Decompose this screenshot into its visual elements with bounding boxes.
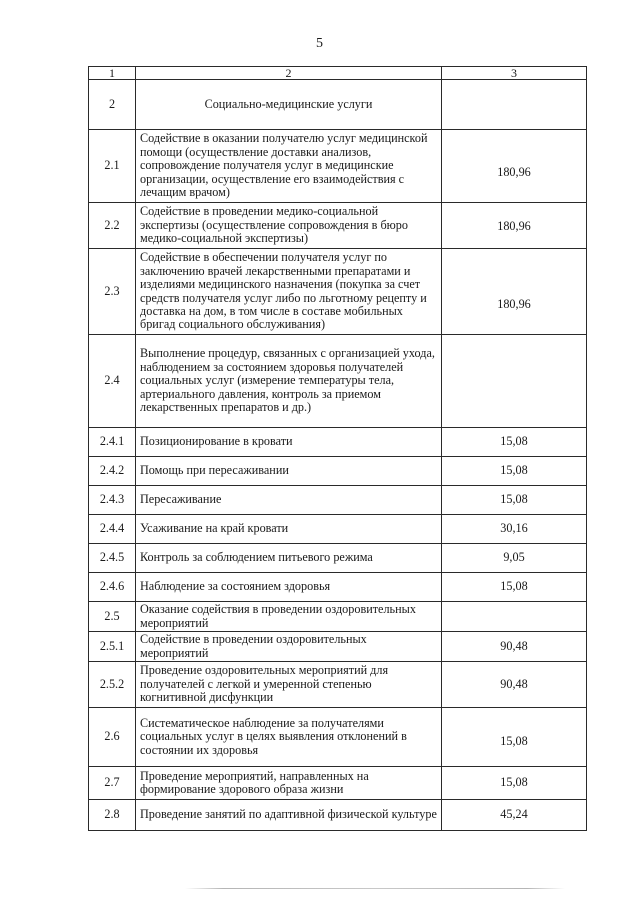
row-description: Контроль за соблюдением питьевого режима <box>136 544 442 573</box>
row-number: 2.7 <box>89 767 136 800</box>
row-number: 2.5.1 <box>89 632 136 662</box>
table-row <box>89 428 587 457</box>
row-number: 2.2 <box>89 203 136 249</box>
row-description: Усаживание на край кровати <box>136 515 442 544</box>
row-number: 2.4.4 <box>89 515 136 544</box>
row-number: 2.4.5 <box>89 544 136 573</box>
row-value: 180,96 <box>497 165 531 180</box>
table-row <box>89 708 587 767</box>
row-number: 2.8 <box>89 800 136 831</box>
table-row <box>89 632 587 662</box>
row-value <box>442 602 587 632</box>
table-row <box>89 767 587 800</box>
row-description: Оказание содействия в проведении оздоровительных мероприятий <box>136 602 442 632</box>
row-description: Пересаживание <box>136 486 442 515</box>
row-description: Позиционирование в кровати <box>136 428 442 457</box>
row-description: Наблюдение за состоянием здоровья <box>136 573 442 602</box>
row-number: 2.5.2 <box>89 662 136 708</box>
row-value: 180,96 <box>497 218 531 233</box>
row-value: 45,24 <box>442 800 587 831</box>
row-value: 180,96 <box>497 296 531 311</box>
row-value: 9,05 <box>442 544 587 573</box>
row-value: 90,48 <box>442 632 587 662</box>
table-row <box>89 457 587 486</box>
column-header-1: 1 <box>89 67 136 80</box>
table-row <box>89 662 587 708</box>
row-description: Содействие в оказании получателю услуг медицинской помощи (осуществление доставки анализов, сопровождение получателя услуг в медицинские организации, осуществление его взаимодействия с лечащим врачом) <box>136 130 442 203</box>
row-value: 15,08 <box>442 428 587 457</box>
row-value <box>442 80 587 130</box>
table-row <box>89 203 587 249</box>
row-number: 2.4 <box>89 335 136 428</box>
table-row <box>89 800 587 831</box>
row-number: 2.4.6 <box>89 573 136 602</box>
page-number: 5 <box>316 36 323 51</box>
services-table <box>88 66 587 831</box>
table-row <box>89 544 587 573</box>
table-row <box>89 80 587 130</box>
row-description: Проведение занятий по адаптивной физической культуре <box>136 800 442 831</box>
row-value: 15,08 <box>442 573 587 602</box>
row-value: 15,08 <box>442 767 587 800</box>
table-header-row <box>89 67 587 80</box>
row-value: 90,48 <box>442 662 587 708</box>
column-header-3: 3 <box>442 67 587 80</box>
row-number: 2 <box>89 80 136 130</box>
row-value: 15,08 <box>442 457 587 486</box>
row-number: 2.4.2 <box>89 457 136 486</box>
row-number: 2.3 <box>89 249 136 335</box>
scan-artifact-divider <box>185 888 565 889</box>
row-value: 30,16 <box>442 515 587 544</box>
row-description: Содействие в обеспечении получателя услуг по заключению врачей лекарственными препаратами и изделиями медицинского назначения (покупка за счет средств получателя услуг либо по льготному рецепту и доставка на дом, в том числе в составе мобильных бригад социального обслуживания) <box>136 249 442 335</box>
row-description: Содействие в проведении оздоровительных мероприятий <box>136 632 442 662</box>
row-number: 2.5 <box>89 602 136 632</box>
row-description: Помощь при пересаживании <box>136 457 442 486</box>
row-description: Социально-медицинские услуги <box>136 80 442 130</box>
table-row <box>89 602 587 632</box>
row-value <box>442 335 587 428</box>
table-row <box>89 249 587 335</box>
table-row <box>89 573 587 602</box>
row-description: Содействие в проведении медико-социальной экспертизы (осуществление сопровождения в бюро медико-социальной экспертизы) <box>136 203 442 249</box>
row-description: Систематическое наблюдение за получателями социальных услуг в целях выявления отклонений в состоянии их здоровья <box>136 708 442 767</box>
row-value: 15,08 <box>500 734 528 749</box>
row-number: 2.4.1 <box>89 428 136 457</box>
column-header-2: 2 <box>136 67 442 80</box>
row-number: 2.4.3 <box>89 486 136 515</box>
row-number: 2.1 <box>89 130 136 203</box>
table-row <box>89 515 587 544</box>
row-description: Выполнение процедур, связанных с организацией ухода, наблюдением за состоянием здоровья получателей социальных услуг (измерение температуры тела, артериального давления, контроль за приемом лекарственных препаратов и др.) <box>136 335 442 428</box>
row-description: Проведение мероприятий, направленных на формирование здорового образа жизни <box>136 767 442 800</box>
row-number: 2.6 <box>89 708 136 767</box>
row-value: 15,08 <box>442 486 587 515</box>
row-description: Проведение оздоровительных мероприятий для получателей с легкой и умеренной степенью когнитивной дисфункции <box>136 662 442 708</box>
table-row <box>89 335 587 428</box>
table-row <box>89 486 587 515</box>
table-row <box>89 130 587 203</box>
